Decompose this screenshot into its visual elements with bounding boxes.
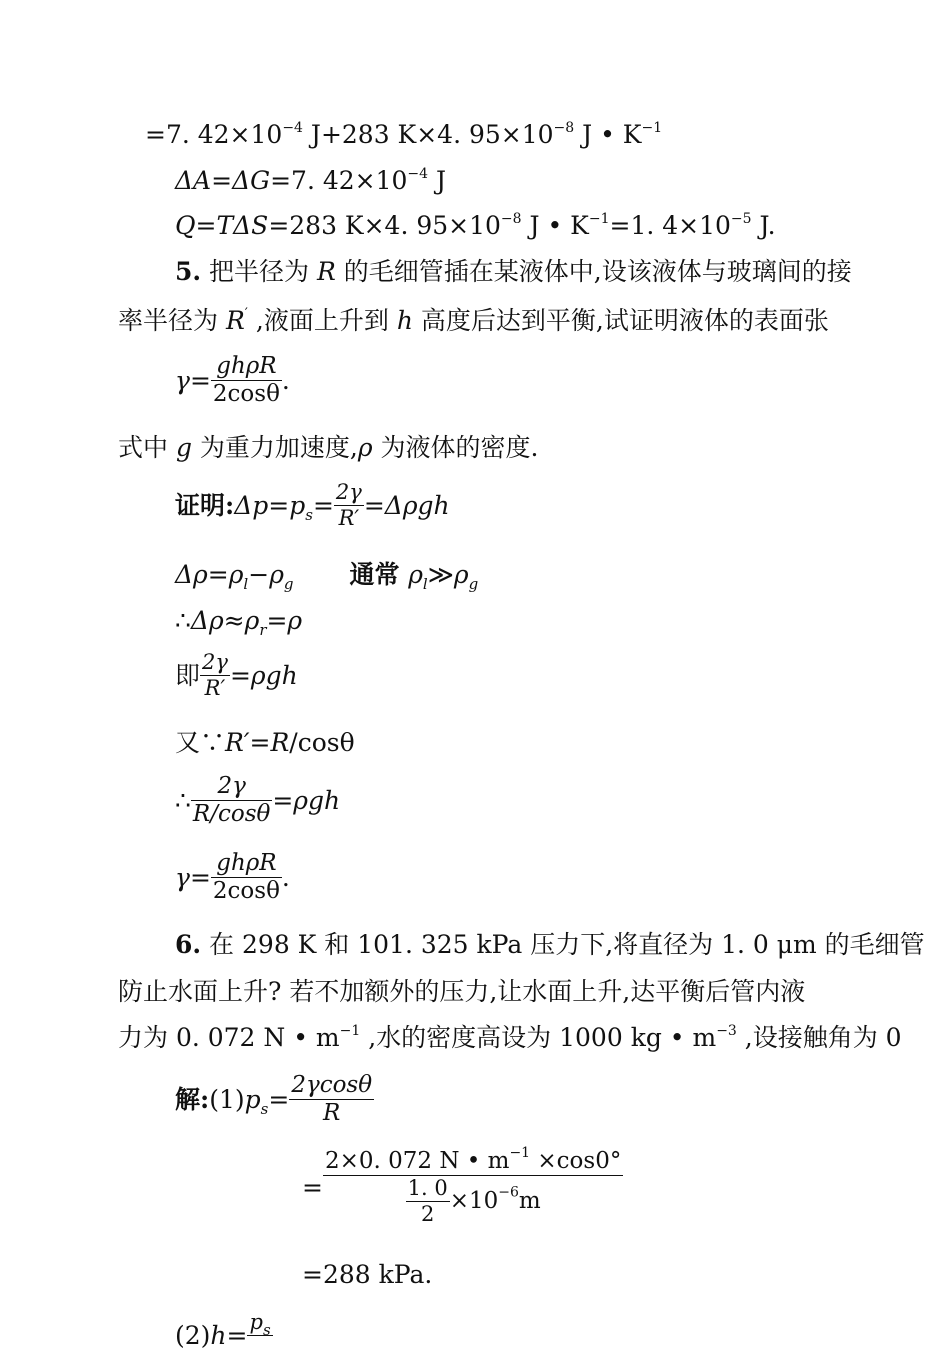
eq-text: J.	[751, 211, 776, 240]
fraction-numerator: p	[249, 1310, 263, 1334]
equation-line-1	[145, 122, 662, 147]
problem-text: 在 298 K 和 101. 325 kPa 压力下,将直径为 1. 0 μm 的毛细管	[201, 930, 925, 959]
proof-label: 证明:	[175, 491, 235, 520]
exponent: −6	[498, 1184, 519, 1201]
subscript: g	[283, 575, 294, 593]
eq-text: −	[248, 560, 270, 589]
eq-text: =	[211, 166, 233, 195]
proof-line-3	[175, 606, 303, 639]
eq-text: J • K	[574, 120, 642, 149]
fraction-numerator: 2γ	[191, 775, 272, 801]
therefore-symbol: ∴	[175, 606, 191, 635]
equation-line-3	[175, 213, 776, 238]
eq-text: =7. 42×10	[145, 120, 283, 149]
problem-text: ,水的密度高设为 1000 kg • m	[360, 1023, 717, 1052]
eq-text: m	[518, 1188, 541, 1214]
eq-text: =ρgh	[229, 661, 298, 690]
proof-line-7	[175, 852, 290, 903]
exponent: −1	[588, 211, 610, 227]
problem-text: 率半径为	[118, 306, 226, 335]
eq-symbol: ρ	[408, 560, 423, 589]
proof-text: 通常	[349, 560, 409, 589]
subscript: s	[305, 506, 313, 524]
exponent: −3	[716, 1023, 737, 1039]
equation-line-2	[175, 168, 446, 193]
problem-5-line-2	[118, 308, 829, 333]
exponent: −1	[509, 1145, 531, 1161]
problem-number: 6.	[175, 930, 202, 959]
eq-text: =	[268, 1085, 290, 1114]
eq-text: =	[249, 728, 271, 757]
eq-text: /cosθ	[289, 728, 355, 757]
solution-line-3	[302, 1262, 432, 1287]
fraction-numerator: 2γ	[202, 650, 228, 674]
eq-symbol: R	[317, 257, 336, 286]
subscript: l	[243, 575, 249, 593]
eq-symbol: ρ	[357, 433, 373, 462]
fraction-numerator: 2×0. 072 N • m	[324, 1148, 510, 1174]
eq-symbol: Δp	[234, 491, 269, 520]
problem-5-line-1	[175, 259, 852, 284]
proof-line-2	[175, 560, 479, 593]
fraction	[200, 652, 230, 699]
problem-number: 5.	[175, 257, 202, 286]
eq-symbol: ρ	[269, 560, 284, 589]
exponent: −1	[641, 120, 663, 136]
problem-text: 高度后达到平衡,试证明液体的表面张	[412, 306, 829, 335]
fraction-numerator: 2γ	[335, 480, 362, 504]
eq-text: =	[189, 366, 211, 395]
eq-text: =1. 4×10	[609, 211, 731, 240]
eq-symbol: h	[210, 1321, 227, 1350]
eq-symbol: Q	[175, 211, 196, 240]
eq-symbol: h	[396, 306, 413, 335]
problem-text: 把半径为	[201, 257, 318, 286]
eq-text: =	[312, 491, 334, 520]
fraction-numerator: ghρR	[211, 852, 282, 878]
fraction-denominator: 2cosθ	[212, 381, 280, 407]
fraction-denominator: R′	[204, 676, 226, 700]
problem-text: 式中	[118, 433, 176, 462]
problem-5-line-3	[118, 435, 538, 460]
fraction	[323, 1145, 623, 1226]
fraction	[247, 1312, 272, 1359]
exponent: −1	[339, 1023, 361, 1039]
solution-line-1	[175, 1074, 374, 1125]
eq-symbol: ΔG	[232, 166, 271, 195]
fraction-numerator: 2γcosθ	[291, 1072, 373, 1098]
eq-symbol: R′	[225, 728, 250, 757]
fraction-numerator: ×cos0°	[530, 1148, 622, 1174]
exponent: −4	[282, 120, 303, 136]
solution-line-2	[302, 1145, 623, 1226]
eq-text: =ρ	[266, 606, 303, 635]
eq-symbol: ρ	[228, 560, 244, 589]
problem-6-line-1	[175, 932, 925, 957]
eq-symbol: R	[225, 306, 245, 335]
eq-symbol: g	[175, 433, 192, 462]
eq-text: (2)	[175, 1321, 211, 1350]
eq-text: =	[207, 560, 229, 589]
subscript: g	[468, 575, 479, 593]
fraction	[334, 482, 364, 529]
problem-6-line-3	[118, 1025, 902, 1050]
eq-symbol: Δρ	[175, 560, 208, 589]
problem-5-formula	[175, 355, 290, 406]
fraction-numerator: 1. 0	[407, 1176, 448, 1200]
exponent: −5	[730, 211, 752, 227]
fraction-denominator: 2cosθ	[212, 878, 280, 904]
eq-text: (1)	[209, 1085, 245, 1114]
proof-line-6	[175, 775, 340, 826]
fraction-denominator: 2	[420, 1202, 435, 1226]
proof-line-4	[175, 652, 298, 699]
problem-text: ,设接触角为 0	[736, 1023, 902, 1052]
fraction-numerator: ghρR	[211, 355, 282, 381]
eq-symbol: ρ	[453, 560, 469, 589]
fraction	[211, 355, 282, 406]
solution-line-4	[175, 1312, 273, 1359]
eq-text: J+283 K×4. 95×10	[302, 120, 554, 149]
eq-symbol: R	[270, 728, 290, 757]
eq-text: =288 kPa.	[302, 1260, 433, 1289]
subscript: r	[259, 621, 267, 639]
fraction-denominator: R	[323, 1100, 341, 1126]
fraction-denominator: R/cosθ	[192, 801, 271, 827]
fraction	[191, 775, 272, 826]
problem-text: 为液体的密度.	[372, 433, 539, 462]
eq-symbol: ΔA	[175, 166, 212, 195]
eq-text: =	[189, 863, 211, 892]
proof-text: 又∵	[175, 728, 226, 757]
subscript: l	[422, 575, 428, 593]
eq-text: =	[302, 1173, 323, 1202]
eq-text: ×10	[449, 1188, 499, 1214]
eq-text: .	[281, 863, 290, 892]
proof-text: 即	[175, 661, 201, 690]
exponent: −8	[500, 211, 522, 227]
problem-text: 防止水面上升? 若不加额外的压力,让水面上升,达平衡后管内液	[118, 977, 806, 1006]
fraction	[289, 1074, 374, 1125]
eq-text: =7. 42×10	[270, 166, 408, 195]
eq-text: J • K	[521, 211, 589, 240]
eq-symbol: p	[244, 1085, 261, 1114]
subscript: s	[260, 1100, 269, 1118]
problem-text: ,液面上升到	[247, 306, 397, 335]
prime-mark: ′	[244, 306, 248, 322]
exponent: −8	[553, 120, 575, 136]
eq-text: =	[195, 211, 217, 240]
eq-symbol: p	[289, 491, 306, 520]
fraction	[211, 852, 282, 903]
eq-text: =	[226, 1321, 248, 1350]
therefore-symbol: ∴	[175, 786, 191, 815]
eq-symbol: γ	[175, 366, 190, 395]
eq-symbol: TΔS	[216, 211, 269, 240]
eq-text: J	[428, 166, 447, 195]
eq-text: .	[281, 366, 290, 395]
solution-label: 解:	[175, 1085, 210, 1114]
exponent: −4	[407, 166, 429, 182]
problem-text: 的毛细管插在某液体中,设该液体与玻璃间的接	[335, 257, 852, 286]
eq-text: =ρgh	[272, 786, 341, 815]
eq-text: =Δρgh	[363, 491, 450, 520]
eq-text: Δρ≈ρ	[190, 606, 260, 635]
proof-line-5	[175, 730, 355, 755]
inner-fraction	[406, 1178, 450, 1225]
subscript: s	[262, 1321, 271, 1339]
eq-text: =	[268, 491, 290, 520]
eq-text: ≫	[427, 560, 454, 589]
fraction-denominator: R′	[338, 506, 360, 530]
problem-6-line-2	[118, 979, 805, 1004]
eq-symbol: γ	[175, 863, 190, 892]
eq-text: =283 K×4. 95×10	[268, 211, 501, 240]
problem-text: 为重力加速度,	[191, 433, 358, 462]
problem-text: 力为 0. 072 N • m	[118, 1023, 340, 1052]
proof-line-1	[175, 482, 450, 529]
